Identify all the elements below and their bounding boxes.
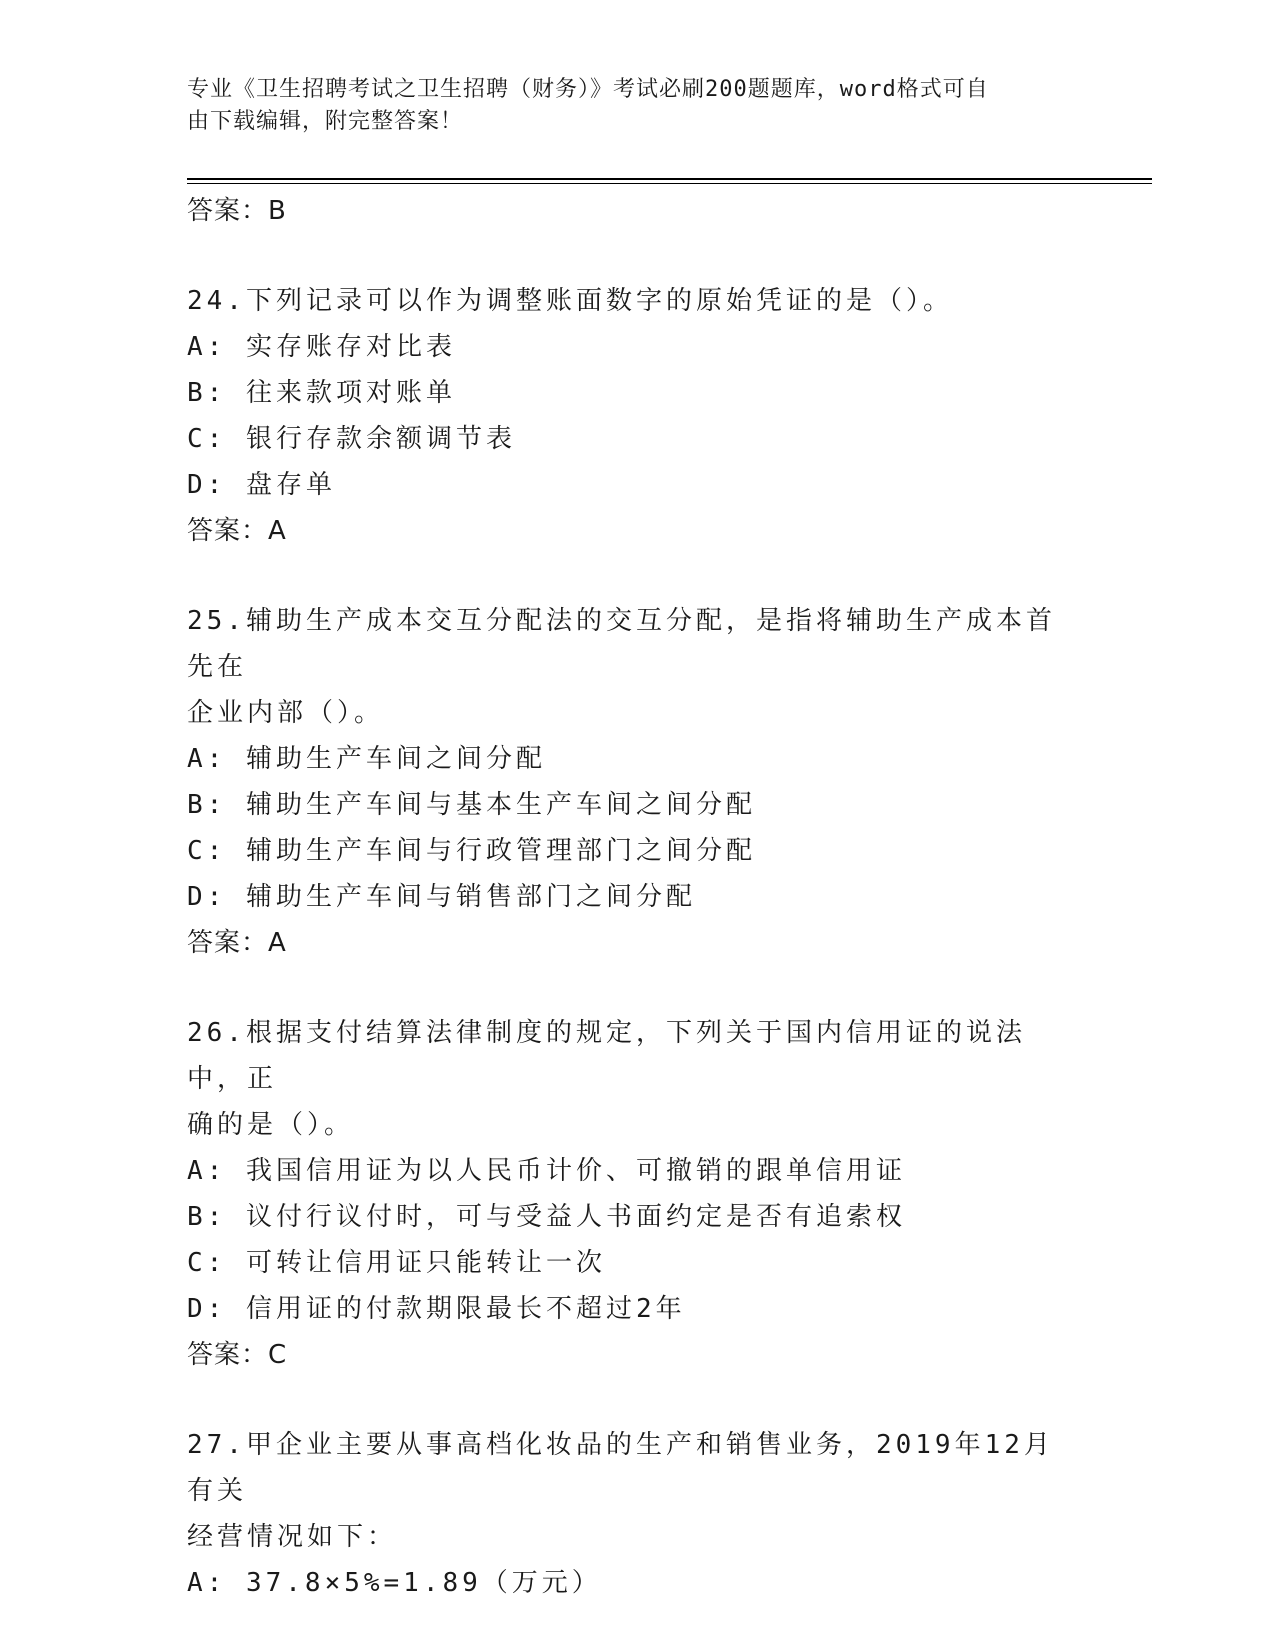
option-d: D: 辅助生产车间与销售部门之间分配 (187, 882, 696, 912)
question-block-26 (187, 1010, 1067, 1378)
question-text-line-2: 经营情况如下： (187, 1522, 398, 1552)
option-b: B: 议付行议付时，可与受益人书面约定是否有追索权 (187, 1202, 906, 1232)
answer-line: 答案：C (187, 1340, 288, 1370)
answer-line: 答案：A (187, 928, 287, 958)
question-list (187, 188, 1067, 1606)
header-line-1: 专业《卫生招聘考试之卫生招聘（财务）》考试必刷200题题库，word格式可自 (187, 77, 989, 102)
question-text-line-2: 确的是（）。 (187, 1110, 355, 1140)
question-block-25 (187, 598, 1067, 966)
question-block-24 (187, 278, 1067, 554)
spacer (187, 234, 1067, 278)
question-text: 24.下列记录可以作为调整账面数字的原始凭证的是（）。 (187, 286, 953, 316)
header-divider-thin (187, 183, 1152, 184)
option-a: A: 我国信用证为以人民币计价、可撤销的跟单信用证 (187, 1156, 906, 1186)
option-d: D: 信用证的付款期限最长不超过2年 (187, 1294, 686, 1324)
spacer (187, 966, 1067, 1010)
option-c: C: 可转让信用证只能转让一次 (187, 1248, 606, 1278)
question-text-line-1: 25.辅助生产成本交互分配法的交互分配，是指将辅助生产成本首先在 (187, 606, 1056, 682)
previous-answer: 答案：B (187, 196, 287, 226)
answer-line: 答案：A (187, 516, 287, 546)
option-a: A: 辅助生产车间之间分配 (187, 744, 546, 774)
option-c: C: 辅助生产车间与行政管理部门之间分配 (187, 836, 756, 866)
question-block-27 (187, 1422, 1067, 1606)
question-text-line-2: 企业内部（）。 (187, 698, 385, 728)
option-a: A: 实存账存对比表 (187, 332, 456, 362)
option-b: B: 往来款项对账单 (187, 378, 456, 408)
option-d: D: 盘存单 (187, 470, 336, 500)
spacer (187, 554, 1067, 598)
document-header (187, 74, 1067, 138)
option-b: B: 辅助生产车间与基本生产车间之间分配 (187, 790, 756, 820)
option-c: C: 银行存款余额调节表 (187, 424, 516, 454)
question-text-line-1: 26.根据支付结算法律制度的规定，下列关于国内信用证的说法中，正 (187, 1018, 1026, 1094)
header-line-2: 由下载编辑，附完整答案！ (187, 109, 464, 134)
header-divider-thick (187, 178, 1152, 180)
spacer (187, 1378, 1067, 1422)
option-a: A: 37.8×5%=1.89（万元） (187, 1568, 602, 1598)
question-text-line-1: 27.甲企业主要从事高档化妆品的生产和销售业务，2019年12月有关 (187, 1430, 1054, 1506)
